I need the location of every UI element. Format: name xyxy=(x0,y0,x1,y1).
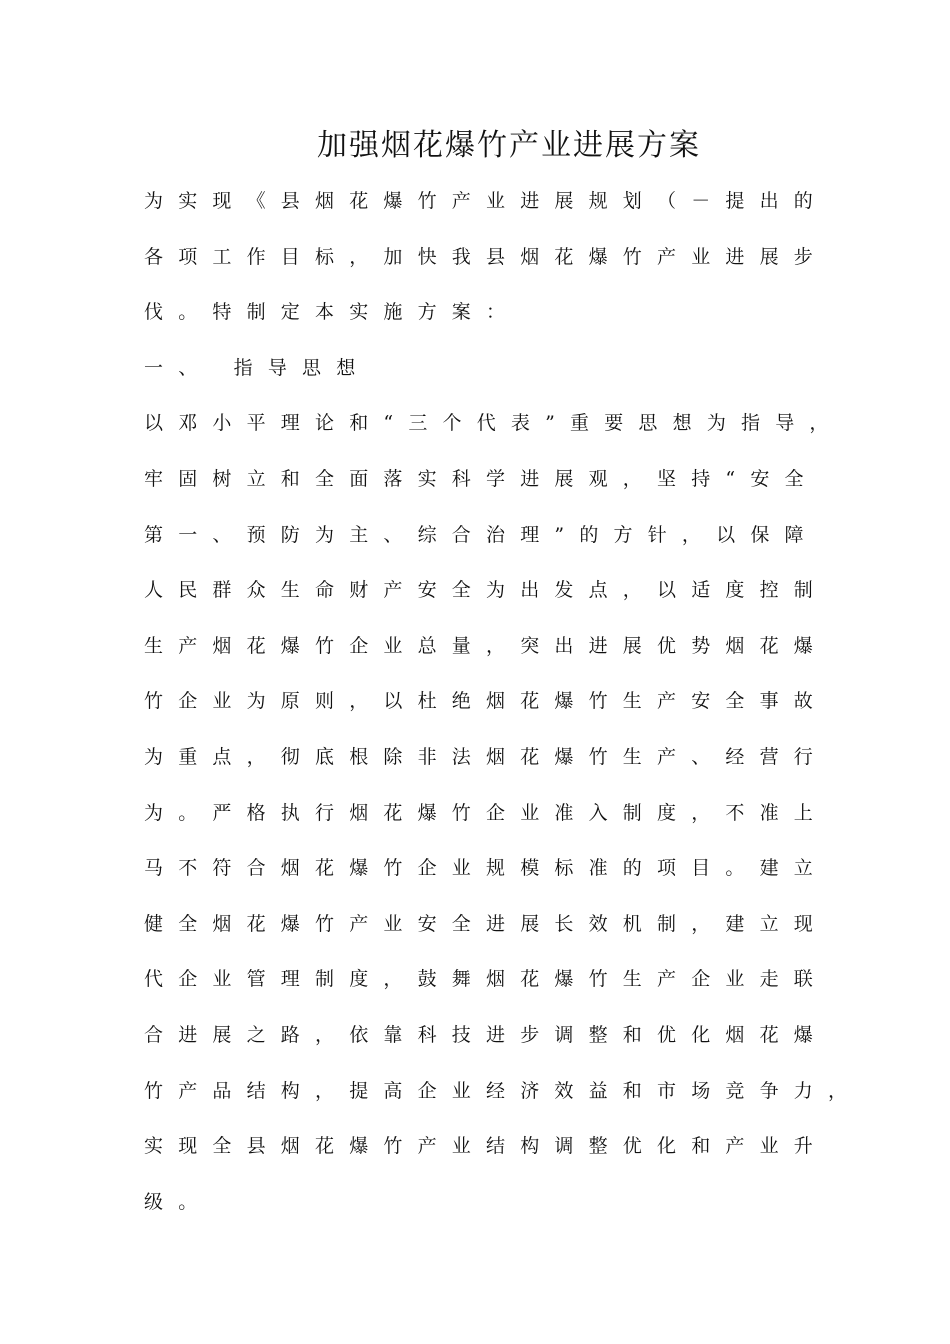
body-line: 为。严格执行烟花爆竹企业准入制度，不准上 xyxy=(144,801,829,824)
body-line: 人民群众生命财产安全为出发点，以适度控制 xyxy=(144,579,829,602)
section-heading: 一、 指导思想 xyxy=(144,356,371,379)
body-line: 牢固树立和全面落实科学进展观，坚持“安全 xyxy=(144,467,819,490)
body-line: 为重点，彻底根除非法烟花爆竹生产、经营行 xyxy=(144,745,829,768)
body-line: 为实现《县烟花爆竹产业进展规划（－提出的 xyxy=(144,190,829,212)
body-line: 健全烟花爆竹产业安全进展长效机制，建立现 xyxy=(144,912,829,935)
body-line: 第一、预防为主、综合治理”的方针，以保障 xyxy=(144,523,819,546)
body-line: 生产烟花爆竹企业总量，突出进展优势烟花爆 xyxy=(144,634,829,657)
body-line: 实现全县烟花爆竹产业结构调整优化和产业升 xyxy=(144,1135,829,1158)
body-line: 以邓小平理论和“三个代表”重要思想为指导， xyxy=(144,412,844,435)
body-line: 伐。特制定本实施方案： xyxy=(144,301,521,324)
body-line: 级。 xyxy=(144,1190,213,1213)
body-line: 代企业管理制度，鼓舞烟花爆竹生产企业走联 xyxy=(144,968,829,991)
body-line: 竹产品结构，提高企业经济效益和市场竞争力， xyxy=(144,1079,863,1102)
document-title: 加强烟花爆竹产业进展方案 xyxy=(317,128,701,163)
body-line: 竹企业为原则，以杜绝烟花爆竹生产安全事故 xyxy=(144,690,829,713)
body-line: 合进展之路，依靠科技进步调整和优化烟花爆 xyxy=(144,1023,829,1046)
document-body xyxy=(144,182,863,1238)
body-line: 各项工作目标，加快我县烟花爆竹产业进展步 xyxy=(144,245,829,268)
body-line: 马不符合烟花爆竹企业规模标准的项目。建立 xyxy=(144,857,829,880)
